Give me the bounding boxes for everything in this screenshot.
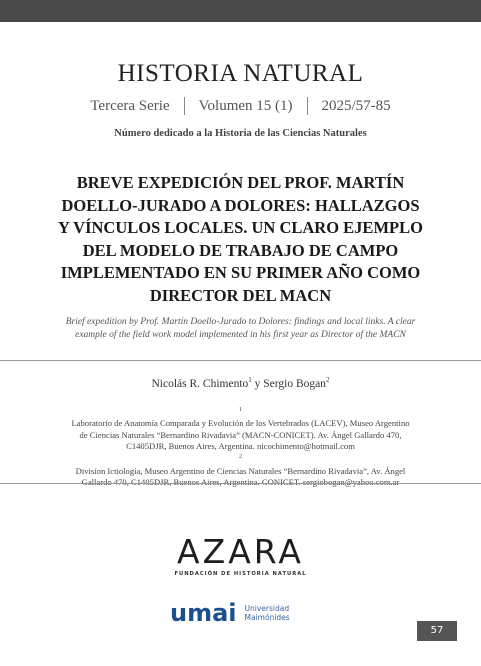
affiliation-text: Division Ictiología, Museo Argentino de Ciencias Naturales “Bernardino Rivadavia”, Av. Ángel bbox=[75, 465, 406, 476]
divider bbox=[0, 483, 481, 484]
umai-tagline bbox=[245, 604, 290, 622]
affiliation-line bbox=[24, 452, 457, 477]
azara-tagline: FUNDACIÓN DE HISTORIA NATURAL bbox=[174, 571, 307, 577]
issue-dedication: Número dedicado a la Historia de las Ciencias Naturales bbox=[114, 128, 367, 139]
affiliation-line: de Ciencias Naturales “Bernardino Rivadavia” (MACN-CONICET). Av. Ángel Gallardo 470, bbox=[79, 429, 402, 440]
english-title-line: Brief expedition by Prof. Martín Doello-Jurado to Dolores: findings and local links. A clear bbox=[65, 317, 416, 327]
separator bbox=[307, 97, 308, 115]
umai-tagline-line: Maimónides bbox=[244, 613, 290, 622]
affiliation-text: Laboratorio de Anatomía Comparada y Evolución de los Vertebrados (LACEV), Museo Argentino bbox=[71, 418, 410, 429]
authors-line bbox=[0, 376, 481, 390]
affiliation-line bbox=[24, 405, 457, 430]
divider bbox=[0, 360, 481, 361]
azara-wordmark: AZARA bbox=[177, 532, 304, 571]
author-name: Nicolás R. Chimento bbox=[151, 377, 249, 390]
year-pages-label: 2025/57-85 bbox=[321, 97, 391, 114]
journal-title: HISTORIA NATURAL bbox=[117, 60, 364, 87]
english-title bbox=[40, 316, 441, 342]
separator bbox=[184, 97, 185, 115]
affiliation-marker: 1 bbox=[239, 407, 242, 413]
top-bar bbox=[0, 0, 481, 22]
article-title bbox=[40, 172, 441, 307]
affiliation-marker: 1 bbox=[248, 376, 252, 384]
umai-tagline-line: Universidad bbox=[244, 604, 290, 613]
affiliation-marker: 2 bbox=[326, 376, 330, 384]
series-label: Tercera Serie bbox=[90, 97, 170, 114]
english-title-line: example of the field work model implemented in his first year as Director of the MACN bbox=[75, 330, 406, 340]
author-conjunction: y bbox=[251, 377, 264, 390]
azara-logo bbox=[170, 532, 311, 577]
umai-logo bbox=[170, 598, 330, 628]
article-title-line: DOELLO-JURADO A DOLORES: HALLAZGOS bbox=[61, 195, 420, 215]
umai-wordmark: umai bbox=[170, 599, 237, 627]
article-title-line: BREVE EXPEDICIÓN DEL PROF. MARTÍN bbox=[76, 173, 405, 192]
volume-label: Volumen 15 (1) bbox=[198, 97, 293, 114]
affiliations bbox=[24, 405, 457, 489]
affiliation-line: C1405DJR, Buenos Aires, Argentina. nicochimento@hotmail.com bbox=[126, 441, 355, 452]
journal-series-row bbox=[0, 97, 481, 115]
author-name: Sergio Bogan bbox=[263, 377, 326, 390]
page-number: 57 bbox=[417, 621, 457, 641]
article-title-line: DIRECTOR DEL MACN bbox=[149, 285, 332, 305]
article-title-line: Y VÍNCULOS LOCALES. UN CLARO EJEMPLO bbox=[58, 218, 423, 237]
affiliation-marker: 2 bbox=[239, 454, 242, 461]
article-title-line: DEL MODELO DE TRABAJO DE CAMPO bbox=[82, 240, 399, 260]
article-title-line: IMPLEMENTADO EN SU PRIMER AÑO COMO bbox=[60, 263, 421, 282]
